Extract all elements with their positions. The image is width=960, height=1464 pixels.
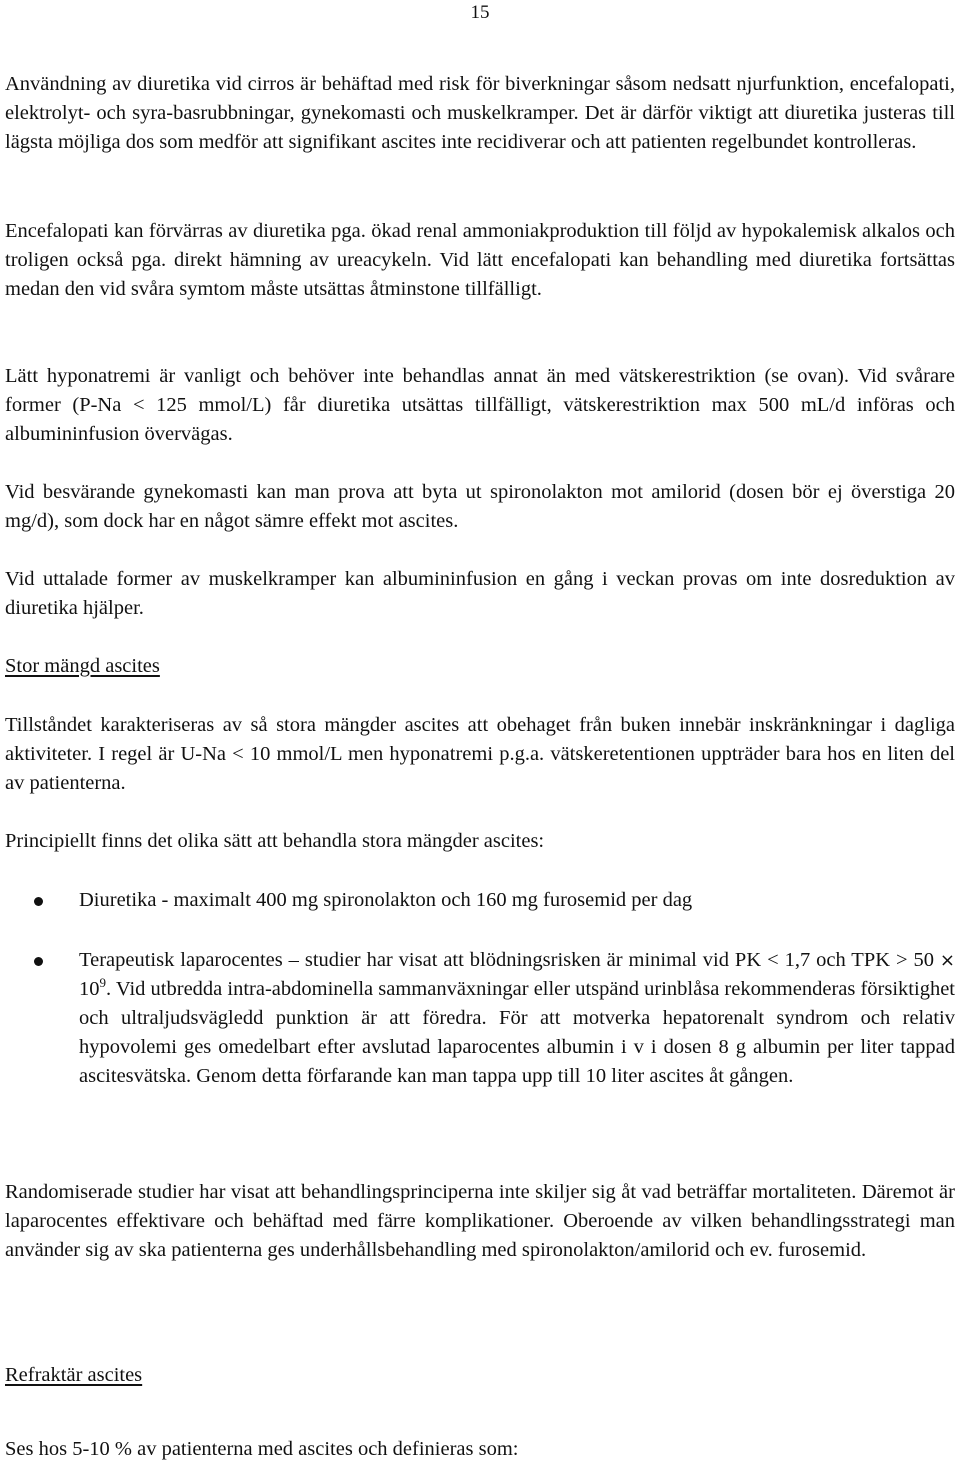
paragraph-condition-description: Tillståndet karakteriseras av så stora mängder ascites att obehaget från buken innebär inskränkningar i dagliga aktiviteter. I regel är U-Na < 10 mmol/L men hyponatremi p.g.a. vätskeretentionen uppträder bara hos en liten del av patienterna. <box>5 714 955 794</box>
paragraph-treatment-intro: Principiellt finns det olika sätt att behandla stora mängder ascites: <box>5 830 545 852</box>
bullet-icon <box>34 957 43 966</box>
bullet-icon <box>34 897 43 906</box>
list-item-text-part2: . Vid utbredda intra-abdominella sammanväxningar eller utspänd urinblåsa rekommenderas försiktighet och ultraljudsvägledd punktion är att föredra. För att motverka hepatorenalt syndrom och relativ hypovolemi ges omedelbart efter avslutad laparocentes albumin i v i dosen 8 g albumin per liter tappad ascitesvätska. Genom detta förfarande kan man tappa upp till 10 liter ascites åt gången. <box>79 978 955 1087</box>
paragraph-encephalopathy: Encefalopati kan förvärras av diuretika pga. ökad renal ammoniakproduktion till följd av hypokalemisk alkalos och troligen också pga. direkt hämning av ureacykeln. Vid lätt encefalopati kan behandling med diuretika fortsättas medan den vid svåra symtom måste utsättas åtminstone tillfälligt. <box>5 220 955 300</box>
power-base: 10 <box>79 978 100 1000</box>
paragraph-diuretics-risks: Användning av diuretika vid cirros är behäftad med risk för biverkningar såsom nedsatt njurfunktion, encefalopati, elektrolyt- och syra-basrubbningar, gynekomasti och muskelkramper. Det är därför viktigt att diuretika justeras till lägsta möjliga dos som medför att signifikant ascites inte recidiverar och att patienten regelbundet kontrolleras. <box>5 73 955 153</box>
paragraph-gynecomastia: Vid besvärande gynekomasti kan man prova att byta ut spironolakton mot amilorid (dosen bör ej överstiga 20 mg/d), som dock har en något sämre effekt mot ascites. <box>5 481 955 532</box>
page-number: 15 <box>470 2 490 23</box>
paragraph-randomized-studies: Randomiserade studier har visat att behandlingsprinciperna inte skiljer sig åt vad beträffar mortaliteten. Däremot är laparocentes effektivare och behäftad med färre komplikationer. Oberoende av vilken behandlingsstrategi man använder sig av ska patienterna ges underhållsbehandling med spironolakton/amilorid och ev. furosemid. <box>5 1181 955 1261</box>
power-exponent: 9 <box>99 975 106 990</box>
list-item-text-part1: Terapeutisk laparocentes – studier har visat att blödningsrisken är minimal vid PK < 1,7 och TPK > 50 <box>79 949 940 971</box>
list-item-text: Diuretika - maximalt 400 mg spironolakton och 160 mg furosemid per dag <box>79 889 693 911</box>
paragraph-muscle-cramps: Vid uttalade former av muskelkramper kan albumininfusion en gång i veckan provas om inte dosreduktion av diuretika hjälper. <box>5 568 955 619</box>
section-heading-refractory-ascites: Refraktär ascites <box>5 1364 143 1386</box>
paragraph-refractory-definition: Ses hos 5-10 % av patienterna med ascites och definieras som: <box>5 1438 519 1460</box>
multiplication-sign: × <box>939 950 955 971</box>
list-item-text <box>79 946 955 1091</box>
section-heading-large-ascites: Stor mängd ascites <box>5 655 160 677</box>
paragraph-hyponatremia: Lätt hyponatremi är vanligt och behöver inte behandlas annat än med vätskerestriktion (se ovan). Vid svårare former (P-Na < 125 mmol/L) får diuretika utsättas tillfälligt, vätskerestriktion max 500 mL/d införas och albumininfusion övervägas. <box>5 365 955 445</box>
